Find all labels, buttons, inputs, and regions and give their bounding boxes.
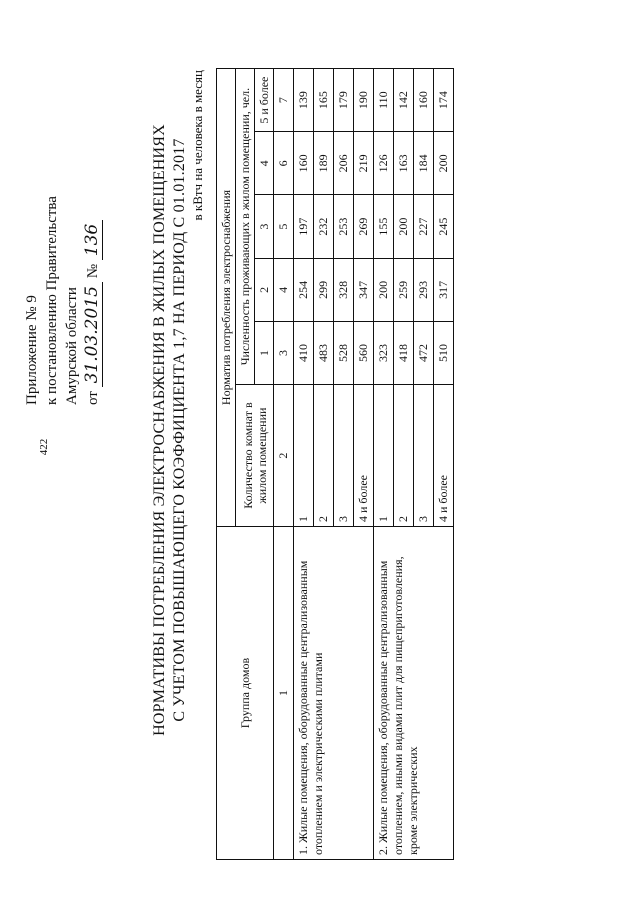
table-row [294,69,314,860]
handwritten-number: 136 [82,220,103,260]
header-row-1 [217,69,236,860]
group-name-2: 2. Жилые помещения, оборудованные централизованным отоплением, иными видами плит для пищеприготовления, кроме электрических [374,527,454,860]
value-cell: 259 [394,258,414,321]
value-cell: 126 [374,132,394,195]
rooms-cell: 1 [374,385,394,527]
annex-block [22,95,103,405]
header-residents: Численность проживающих в жилом помещении, чел. [236,69,255,385]
document-title [150,80,190,780]
value-cell: 110 [374,69,394,132]
value-cell: 410 [294,321,314,384]
value-cell: 184 [414,132,434,195]
column-number: 6 [274,132,294,195]
value-cell: 254 [294,258,314,321]
value-cell: 253 [334,195,354,258]
value-cell: 219 [354,132,374,195]
annex-number-prefix: № [85,263,101,279]
group-name-1: 1. Жилые помещения, оборудованные централизованным отоплением и электрическими плитами [294,527,374,860]
value-cell: 189 [314,132,334,195]
header-res-col: 3 [255,195,274,258]
annex-line-2: к постановлению Правительства [44,196,60,405]
value-cell: 323 [374,321,394,384]
rooms-cell: 3 [334,385,354,527]
header-res-col: 5 и более [255,69,274,132]
value-cell: 139 [294,69,314,132]
value-cell: 528 [334,321,354,384]
annex-line-4 [82,95,103,405]
units-caption: в кВтч на человека в месяц [190,70,205,221]
column-number: 2 [274,385,294,527]
value-cell: 472 [414,321,434,384]
value-cell: 163 [394,132,414,195]
column-number: 7 [274,69,294,132]
value-cell: 200 [374,258,394,321]
value-cell: 142 [394,69,414,132]
value-cell: 160 [294,132,314,195]
rooms-cell: 2 [394,385,414,527]
value-cell: 510 [434,321,454,384]
value-cell: 155 [374,195,394,258]
header-rooms: Количество комнат в жилом помещении [236,385,274,527]
rooms-cell: 4 и более [434,385,454,527]
value-cell: 179 [334,69,354,132]
value-cell: 293 [414,258,434,321]
column-number: 4 [274,258,294,321]
column-number-row [274,69,294,860]
rooms-cell: 4 и более [354,385,374,527]
annex-date-prefix: от [85,391,101,405]
value-cell: 165 [314,69,334,132]
value-cell: 190 [354,69,374,132]
table-body [217,69,454,860]
header-normative: Норматив потребления электроснабжения [217,69,236,527]
value-cell: 317 [434,258,454,321]
title-line-2: С УЧЕТОМ ПОВЫШАЮЩЕГО КОЭФФИЦИЕНТА 1,7 НА ПЕРИОД С 01.01.2017 [171,138,188,722]
value-cell: 160 [414,69,434,132]
annex-line-3: Амурской области [64,287,80,405]
header-res-col: 1 [255,321,274,384]
value-cell: 328 [334,258,354,321]
normative-table [216,68,454,860]
rooms-cell: 3 [414,385,434,527]
header-group: Группа домов [217,527,274,860]
value-cell: 299 [314,258,334,321]
title-line-1: НОРМАТИВЫ ПОТРЕБЛЕНИЯ ЭЛЕКТРОСНАБЖЕНИЯ В ЖИЛЫХ ПОМЕЩЕНИЯХ [151,124,168,736]
value-cell: 200 [434,132,454,195]
annex-line-1: Приложение № 9 [24,295,40,405]
column-number: 3 [274,321,294,384]
table-row [374,69,394,860]
value-cell: 197 [294,195,314,258]
header-res-col: 2 [255,258,274,321]
rooms-cell: 2 [314,385,334,527]
header-res-col: 4 [255,132,274,195]
value-cell: 227 [414,195,434,258]
value-cell: 232 [314,195,334,258]
column-number: 5 [274,195,294,258]
value-cell: 206 [334,132,354,195]
value-cell: 245 [434,195,454,258]
column-number: 1 [274,527,294,860]
value-cell: 200 [394,195,414,258]
value-cell: 347 [354,258,374,321]
handwritten-date: 31.03.2015 [82,282,103,387]
value-cell: 269 [354,195,374,258]
value-cell: 174 [434,69,454,132]
page-number: 422 [38,438,50,456]
value-cell: 418 [394,321,414,384]
rooms-cell: 1 [294,385,314,527]
value-cell: 483 [314,321,334,384]
value-cell: 560 [354,321,374,384]
rotated-document [0,10,640,880]
